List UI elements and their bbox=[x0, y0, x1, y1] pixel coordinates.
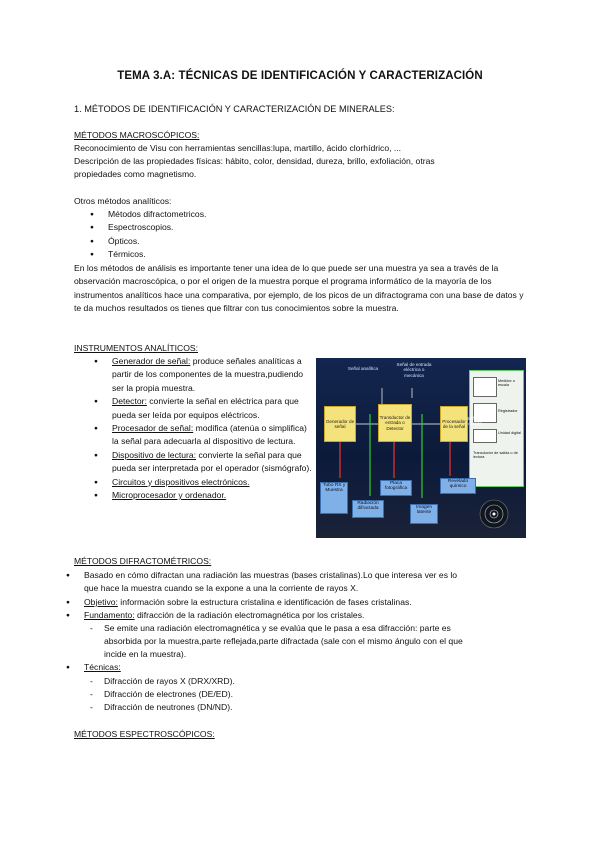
instr-heading: INSTRUMENTOS ANALÍTICOS: bbox=[74, 343, 198, 353]
list-item bbox=[90, 476, 312, 489]
panel-label: Medidor o escala bbox=[498, 379, 515, 388]
technique-item: Difracción de electrones (DE/ED). bbox=[104, 689, 233, 699]
panel-label: Registrador bbox=[498, 409, 518, 413]
instr-desc: modifica (atenúa o simplifica) la señal para adecuarla al dispositivo de lectura. bbox=[112, 423, 307, 447]
dash-marker: - bbox=[90, 623, 93, 633]
panel-label: Transductor de salida o de lectura bbox=[473, 451, 518, 460]
difr-sub: incide en la muestra). bbox=[104, 649, 187, 659]
difr-text: Basado en cómo difractan una radiación las muestras (bases cristalinas).Lo que interesa ver es lo bbox=[84, 570, 458, 580]
output-box: Radiación difractada bbox=[352, 500, 384, 518]
tec-list bbox=[62, 661, 121, 674]
list-item bbox=[62, 609, 542, 622]
instrument-diagram bbox=[316, 358, 526, 538]
output-box: Placa fotográfica bbox=[380, 480, 412, 496]
list-item bbox=[90, 449, 312, 476]
instr-term: Procesador de señal: bbox=[112, 423, 194, 434]
diagram-label: Señal analítica bbox=[347, 366, 379, 371]
generator-box: Generador de señal bbox=[324, 406, 356, 442]
readout-panel bbox=[469, 370, 524, 487]
detector-box: Transductor de entrada o Detector bbox=[378, 404, 412, 442]
output-box: Revelado químico bbox=[440, 478, 476, 494]
instr-list bbox=[90, 355, 312, 502]
difr-term: Fundamento: bbox=[84, 610, 135, 621]
instr-term: Dispositivo de lectura: bbox=[112, 449, 197, 460]
list-item bbox=[90, 355, 312, 395]
difr-desc: difracción de la radiación electromagnética por los cristales. bbox=[134, 610, 365, 621]
page-title: TEMA 3.A: TÉCNICAS DE IDENTIFICACIÓN Y CARACTERIZACIÓN bbox=[117, 70, 483, 82]
list-item bbox=[62, 596, 542, 609]
list-item bbox=[62, 569, 542, 582]
list-item bbox=[90, 422, 312, 449]
instr-term: Circuitos y dispositivos electrónicos. bbox=[112, 476, 250, 487]
otros-list bbox=[86, 208, 206, 262]
list-item: ● Métodos difractometricos. bbox=[86, 208, 206, 221]
list-item: ● Espectroscopios. bbox=[86, 221, 206, 234]
instr-desc: convierte la señal para que pueda ser interpretada por el operador (sismógrafo). bbox=[112, 449, 312, 474]
difr-term: Objetivo: bbox=[84, 596, 118, 607]
instr-term: Microprocesador y ordenador. bbox=[112, 490, 227, 501]
list-item: ● Térmicos. bbox=[86, 248, 206, 261]
diagram-label: Señal de entrada eléctrica o mecánica bbox=[396, 362, 432, 378]
macro-line: Reconocimiento de Visu con herramientas sencillas:lupa, martillo, ácido clorhídrico, ... bbox=[74, 143, 402, 153]
dash-marker: - bbox=[90, 689, 93, 699]
instr-desc: produce señales analíticas a partir de los componentes de la muestra,pudiendo ser la propia muestra. bbox=[112, 356, 304, 393]
difr-sub: absorbida por la muestra,parte reflejada,parte difractada (sale con el mismo ángulo con el que bbox=[104, 636, 463, 646]
espec-heading: MÉTODOS ESPECTROSCÓPICOS: bbox=[74, 729, 215, 739]
meter-icon bbox=[473, 377, 497, 397]
difr-text: que hace la muestra cuando se la expone a una la corriente de rayos X. bbox=[84, 583, 359, 593]
output-box: Imagen latente bbox=[410, 504, 438, 524]
digital-unit-icon bbox=[473, 429, 497, 443]
otros-heading: Otros métodos analíticos: bbox=[74, 196, 172, 206]
otros-paragraph: En los métodos de análisis es importante tener una idea de lo que puede ser una muestra ya sea a través de la observación macroscópica, o por el origen de la muestra porque el programa informático de la mayoría de los instrumentos analíticos hace una comparativa, por ejemplo, de los picos de un difractograma con una base de datos y te da muchos resultados os tienes que filtrar con tus conocimientos sobre la muestra. bbox=[74, 263, 524, 314]
instr-term: Detector: bbox=[112, 396, 147, 407]
instr-term: Generador de señal: bbox=[112, 356, 191, 366]
dash-marker: - bbox=[90, 702, 93, 712]
technique-item: Difracción de neutrones (DN/ND). bbox=[104, 702, 233, 712]
list-item bbox=[62, 661, 121, 674]
processor-box: Procesador de la señal bbox=[440, 406, 468, 442]
technique-item: Difracción de rayos X (DRX/XRD). bbox=[104, 676, 235, 686]
difr-term: Técnicas: bbox=[84, 662, 121, 672]
difr-desc: información sobre la estructura cristalina e identificación de fases cristalinas. bbox=[117, 596, 412, 607]
list-item: ● Ópticos. bbox=[86, 235, 206, 248]
output-box: Tubo RX y Muestra bbox=[320, 482, 348, 514]
difr-list bbox=[62, 569, 542, 623]
macro-line: Descripción de las propiedades físicas: hábito, color, densidad, dureza, brillo, exfoliación, otras bbox=[74, 156, 435, 166]
macro-heading: MÉTODOS MACROSCÓPICOS: bbox=[74, 130, 200, 140]
panel-label: Unidad digital bbox=[498, 431, 522, 435]
instr-desc: convierte la señal en eléctrica para que pueda ser leída por equipos eléctricos. bbox=[112, 396, 299, 420]
difr-heading: MÉTODOS DIFRACTOMÉTRICOS: bbox=[74, 556, 212, 566]
list-item bbox=[90, 489, 312, 502]
list-item bbox=[90, 395, 312, 422]
section-heading: 1. MÉTODOS DE IDENTIFICACIÓN Y CARACTERIZACIÓN DE MINERALES: bbox=[74, 104, 395, 114]
macro-line: propiedades como magnetismo. bbox=[74, 169, 197, 179]
difr-sub: Se emite una radiación electromagnética y se evalúa que le pasa a esa difracción: parte es bbox=[104, 623, 451, 633]
diagram-label: Señal de salida bbox=[466, 416, 486, 427]
dash-marker: - bbox=[90, 676, 93, 686]
